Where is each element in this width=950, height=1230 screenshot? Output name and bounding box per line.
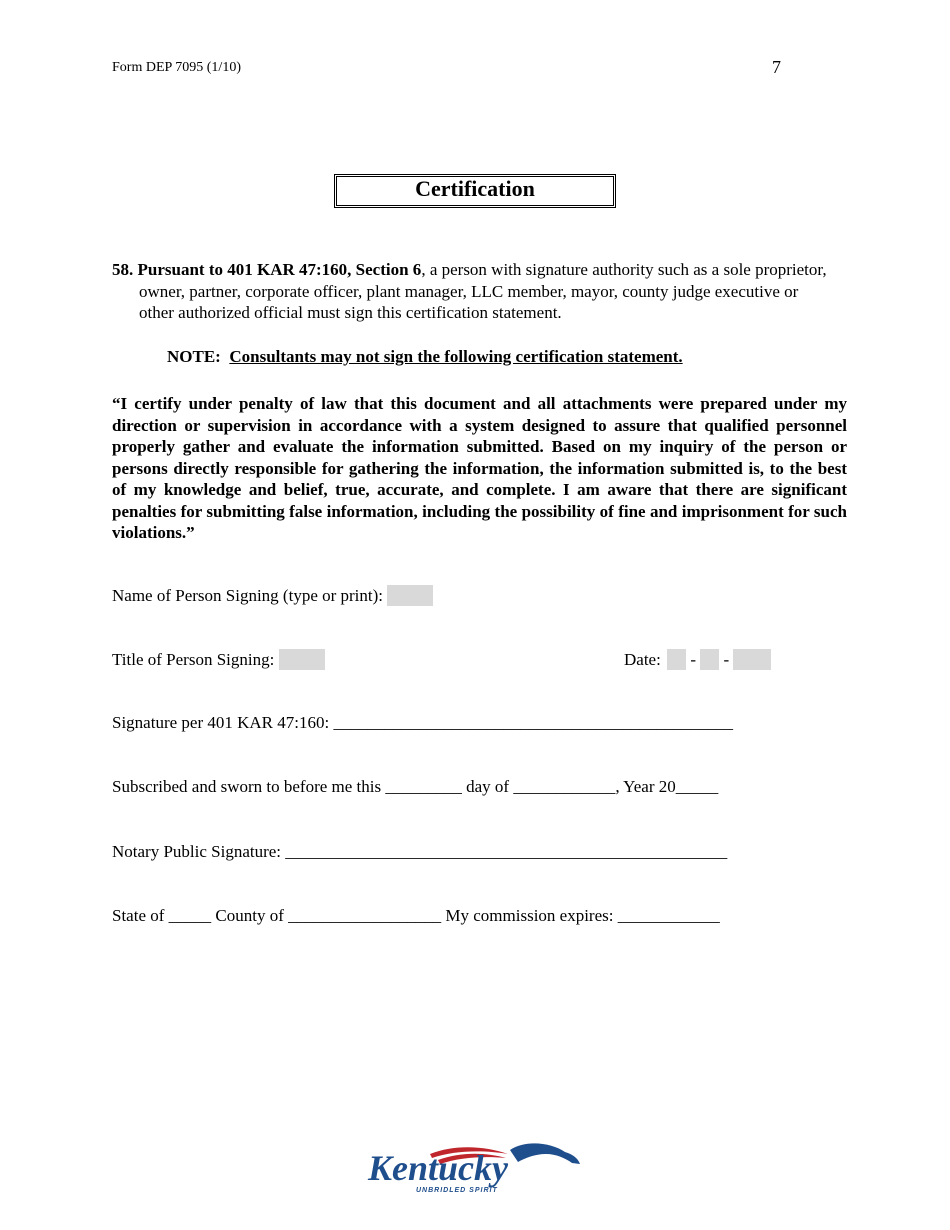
item-58-text: , a person with signature authority such as a sole proprietor, owner, partner, corporate officer, plant manager, LLC member, mayor, county judge executive or other authorized official must sign this certification statement.	[139, 260, 827, 322]
date-year-input[interactable]	[733, 649, 771, 670]
logo-wordmark: Kentucky	[368, 1148, 508, 1188]
section-title: Certification	[415, 176, 535, 201]
item-58-number: 58.	[112, 260, 134, 279]
date-day-input[interactable]	[700, 649, 719, 670]
form-id: Form DEP 7095 (1/10)	[112, 60, 241, 75]
item-58	[112, 259, 832, 324]
date-field-row	[624, 649, 771, 670]
state-county-line: State of _____ County of __________________ My commission expires: ____________	[112, 906, 720, 925]
title-input[interactable]	[279, 649, 325, 670]
name-label: Name of Person Signing (type or print):	[112, 586, 384, 605]
name-field-row	[112, 585, 433, 606]
date-label: Date:	[624, 650, 661, 669]
note-text: Consultants may not sign the following certification statement.	[229, 347, 683, 366]
certification-statement: “I certify under penalty of law that this document and all attachments were prepared under my direction or supervision in accordance with a system designed to assure that qualified personnel properly gather and evaluate the information submitted. Based on my inquiry of the person or persons directly responsible for gathering the information, the information submitted is, to the best of my knowledge and belief, true, accurate, and complete. I am aware that there are significant penalties for submitting false information, including the possibility of fine and imprisonment for such violations.”	[112, 394, 847, 542]
title-label: Title of Person Signing:	[112, 650, 275, 669]
kentucky-logo	[360, 1136, 590, 1196]
signature-line: Signature per 401 KAR 47:160: _______________________________________________	[112, 713, 733, 732]
note-label: NOTE:	[167, 347, 221, 366]
logo-tagline: UNBRIDLED SPIRIT	[416, 1187, 498, 1194]
note	[167, 347, 683, 367]
date-separator: -	[690, 650, 696, 669]
date-month-input[interactable]	[667, 649, 686, 670]
notary-line: Notary Public Signature: ____________________________________________________	[112, 842, 728, 861]
horse-head-icon	[510, 1143, 580, 1164]
item-58-lead: Pursuant to 401 KAR 47:160, Section 6	[137, 260, 422, 279]
date-separator: -	[723, 650, 730, 669]
title-field-row	[112, 649, 325, 670]
sworn-line: Subscribed and sworn to before me this _________ day of ____________, Year 20_____	[112, 777, 719, 796]
name-input[interactable]	[387, 585, 433, 606]
page-number: 7	[772, 57, 781, 77]
